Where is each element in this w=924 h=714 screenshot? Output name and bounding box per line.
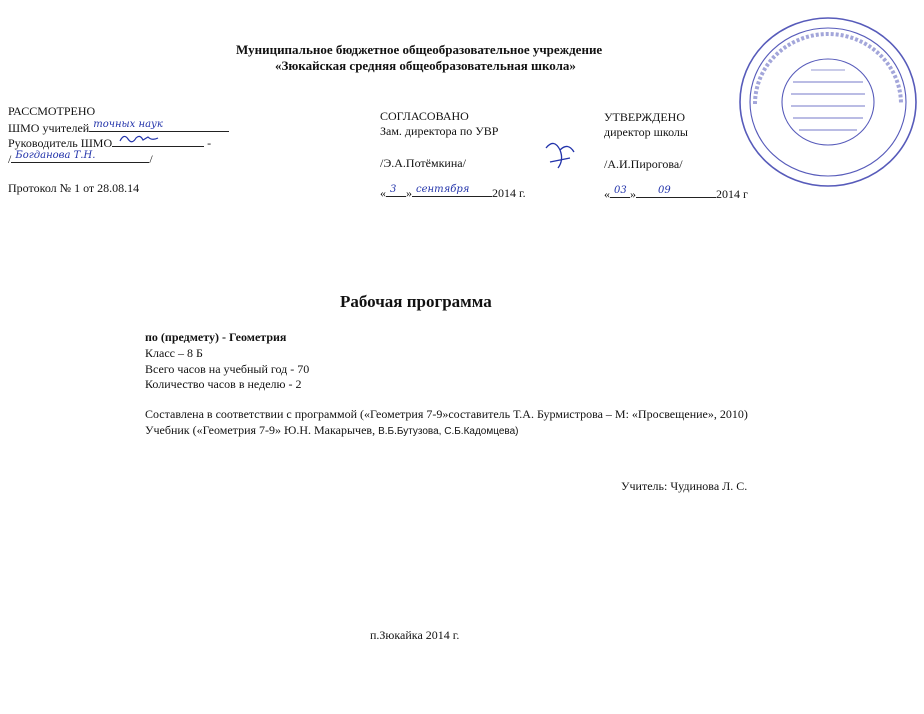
school-stamp — [735, 12, 921, 192]
approved-title: УТВЕРЖДЕНО — [604, 110, 686, 124]
textbook-part-a: Учебник («Геометрия 7-9» Ю.Н. Макарычев, — [145, 423, 379, 437]
agreed-month: сентября — [416, 184, 470, 195]
head-line: Руководитель ШМО - — [8, 134, 211, 151]
considered-title: РАССМОТРЕНО — [8, 104, 96, 118]
textbook-part-b: В.Б.Бутузова, С.Б.Кадомцева) — [378, 426, 519, 437]
agreed-day-line — [386, 184, 406, 197]
place-year: п.Зюкайка 2014 г. — [370, 628, 460, 642]
shmo-handwritten: точных наук — [93, 119, 163, 130]
shmo-signature-line — [89, 119, 229, 132]
approved-month-line — [636, 185, 716, 198]
head-name-line: / Богданова Т.Н. / — [8, 150, 153, 166]
approved-day: 03 — [614, 185, 627, 196]
head-label: Руководитель ШМО — [8, 136, 113, 150]
approved-name: /А.И.Пирогова/ — [604, 157, 683, 171]
protocol-text: Протокол № 1 от 28.08.14 — [8, 181, 140, 195]
document-title: Рабочая программа — [340, 292, 492, 311]
institution-name: Муниципальное бюджетное общеобразовательное учреждение — [236, 42, 603, 57]
agreed-name: /Э.А.Потёмкина/ — [380, 156, 466, 170]
agreed-title: СОГЛАСОВАНО — [380, 109, 469, 123]
deputy-signature-icon — [540, 136, 580, 176]
teacher-line: Учитель: Чудинова Л. С. — [621, 479, 748, 493]
compiled-line: Составлена в соответствии с программой («Геометрия 7-9»составитель Т.А. Бурмистрова – М: «Просвещение», 2010) — [145, 407, 748, 421]
head-name-handwritten: Богданова Т.Н. — [15, 150, 96, 161]
agreed-month-line — [412, 184, 492, 197]
school-name: «Зюкайская средняя общеобразовательная школа» — [275, 58, 576, 73]
class-line: Класс – 8 Б — [145, 346, 203, 360]
agreed-position: Зам. директора по УВР — [380, 124, 499, 138]
head-signature-line — [112, 134, 204, 147]
hours-week-line: Количество часов в неделю - 2 — [145, 377, 302, 391]
shmo-label: ШМО учителей — [8, 121, 90, 135]
agreed-year: 2014 г. — [492, 186, 526, 200]
approved-month: 09 — [658, 185, 671, 196]
head-name-underline — [11, 150, 149, 163]
textbook-line — [145, 423, 519, 438]
approved-position: директор школы — [604, 125, 688, 139]
head-signature-icon — [118, 132, 162, 146]
approved-date: « 03 » 09 2014 г — [604, 185, 748, 201]
hours-year-line: Всего часов на учебный год - 70 — [145, 362, 310, 376]
approved-year: 2014 г — [716, 187, 748, 201]
agreed-day: 3 — [390, 184, 397, 195]
approved-day-line — [610, 185, 630, 198]
subject-line: по (предмету) - Геометрия — [145, 330, 287, 344]
agreed-date: « 3 » сентября 2014 г. — [380, 184, 526, 200]
